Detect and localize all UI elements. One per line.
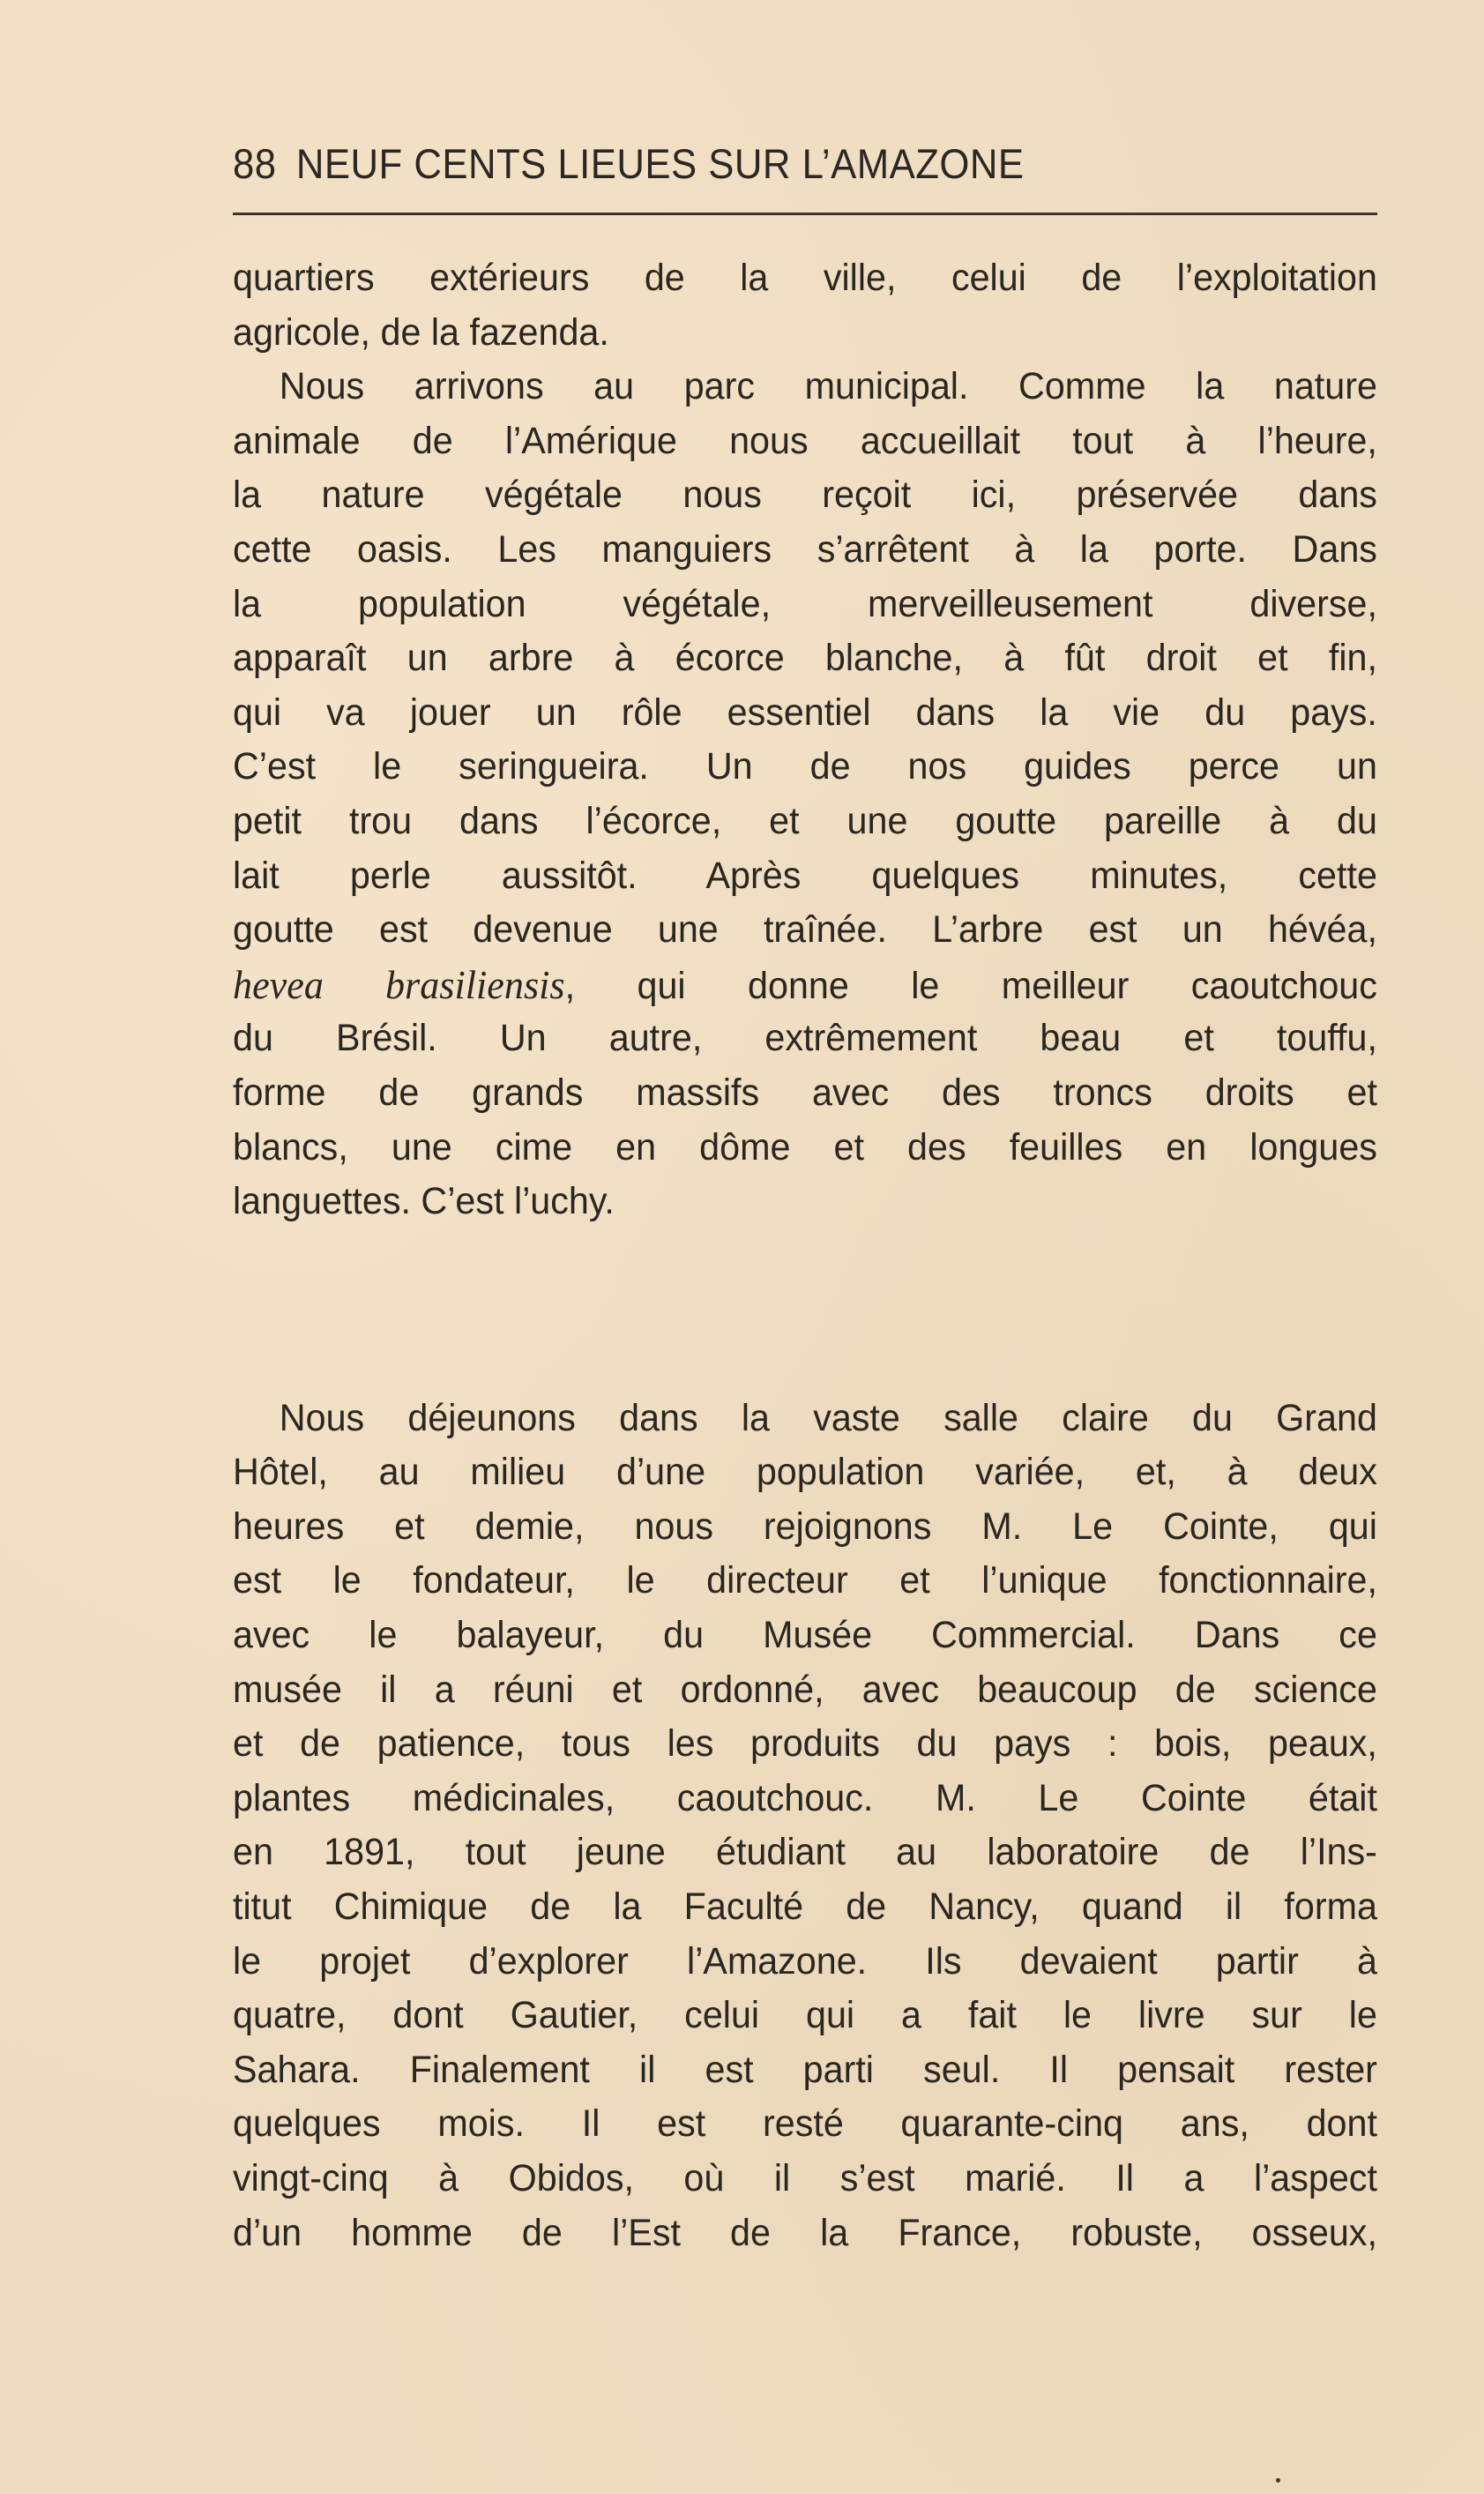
paragraph — [233, 360, 1377, 1229]
text-line: quelques mois. Il est resté quarante-cinq ans, dont — [233, 2102, 1377, 2146]
text-line: animale de l’Amérique nous accueillait tout à l’heure, — [233, 419, 1377, 462]
text-line — [233, 958, 1377, 1012]
text-line: apparaît un arbre à écorce blanche, à fût droit et fin, — [233, 637, 1377, 680]
text-line: Nous arrivons au parc municipal. Comme la nature — [279, 365, 1377, 408]
text-line: blancs, une cime en dôme et des feuilles en longues — [233, 1125, 1377, 1169]
text-line: goutte est devenue une traînée. L’arbre est un hévéa, — [233, 908, 1377, 952]
body-text — [233, 251, 1377, 2260]
text-line: lait perle aussitôt. Après quelques minutes, cette — [233, 854, 1377, 897]
text-line: en 1891, tout jeune étudiant au laboratoire de l’Ins- — [233, 1831, 1377, 1874]
page-number: 88 — [233, 140, 277, 187]
text-line: petit trou dans l’écorce, et une goutte pareille à du — [233, 799, 1377, 842]
text-line: Sahara. Finalement il est parti seul. Il pensait rester — [233, 2048, 1377, 2091]
text-line: est le fondateur, le directeur et l’unique fonctionnaire, — [233, 1559, 1377, 1602]
text-line: du Brésil. Un autre, extrêmement beau et touffu, — [233, 1017, 1377, 1060]
text-line: heures et demie, nous rejoignons M. Le Cointe, qui — [233, 1505, 1377, 1548]
text-line: agricole, de la fazenda. — [233, 310, 609, 354]
text-line: languettes. C’est l’uchy. — [233, 1180, 615, 1223]
text-line: forme de grands massifs avec des troncs droits et — [233, 1071, 1377, 1114]
text-line: la nature végétale nous reçoit ici, préservée dans — [233, 474, 1377, 517]
text-line: Hôtel, au milieu d’une population variée, et, à deux — [233, 1451, 1377, 1494]
text-line: C’est le seringueira. Un de nos guides perce un — [233, 745, 1377, 788]
text-line: musée il a réuni et ordonné, avec beaucoup de science — [233, 1668, 1377, 1711]
running-title: NEUF CENTS LIEUES SUR L’AMAZONE — [295, 140, 1025, 187]
text-line: titut Chimique de la Faculté de Nancy, quand il forma — [233, 1885, 1377, 1929]
running-header — [233, 139, 1297, 192]
text-line: d’un homme de l’Est de la France, robuste, osseux, — [233, 2211, 1377, 2254]
paper-speck — [1276, 2478, 1280, 2483]
text-line: cette oasis. Les manguiers s’arrêtent à la porte. Dans — [233, 527, 1377, 571]
text-line: plantes médicinales, caoutchouc. M. Le Cointe était — [233, 1776, 1377, 1819]
text-line: la population végétale, merveilleusement diverse, — [233, 582, 1377, 625]
section-break — [233, 1229, 1377, 1392]
paragraph — [233, 251, 1377, 360]
header-rule — [233, 213, 1377, 215]
line-text: , qui donne le meilleur caoutchouc — [564, 964, 1377, 1007]
text-line: quatre, dont Gautier, celui qui a fait le livre sur le — [233, 1994, 1377, 2037]
italic-term: hevea brasiliensis — [233, 961, 565, 1007]
text-line: qui va jouer un rôle essentiel dans la vie du pays. — [233, 691, 1377, 734]
text-line: et de patience, tous les produits du pays : bois, peaux, — [233, 1722, 1377, 1766]
text-line: le projet d’explorer l’Amazone. Ils devaient partir à — [233, 1939, 1377, 1983]
text-line: vingt-cinq à Obidos, où il s’est marié. Il a l’aspect — [233, 2157, 1377, 2199]
text-line: avec le balayeur, du Musée Commercial. Dans ce — [233, 1614, 1377, 1657]
text-line: Nous déjeunons dans la vaste salle claire du Grand — [279, 1396, 1377, 1439]
paragraph — [233, 1392, 1377, 2261]
text-line: quartiers extérieurs de la ville, celui de l’exploitation — [233, 257, 1377, 299]
